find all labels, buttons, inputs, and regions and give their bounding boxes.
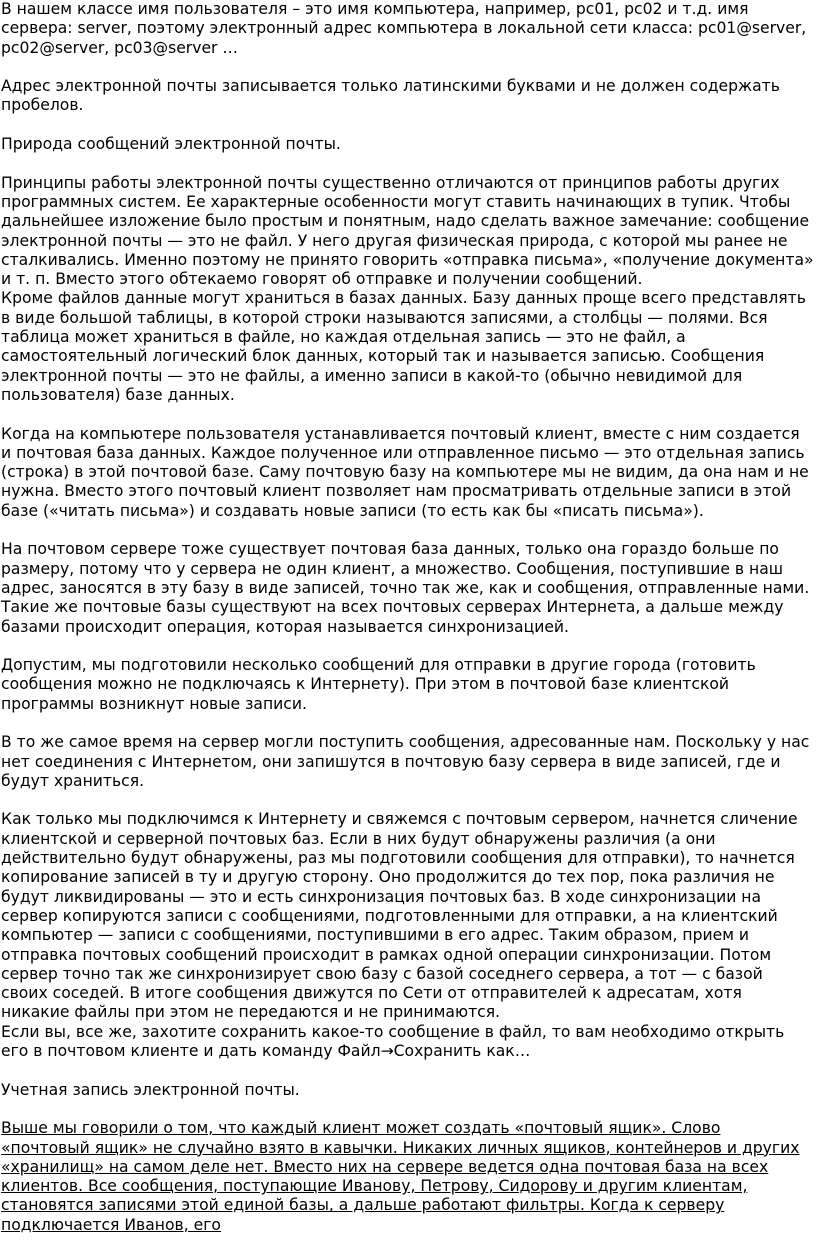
paragraph-mail-client: Когда на компьютере пользователя устанавливается почтовый клиент, вместе с ним создается и почтовая база данных. Каждое полученное или отправленное письмо — это отдельная запись (строка) в этой почтовой базе. Саму почтовую базу на компьютере мы не видим, да она нам и не нужна. Вместо этого почтовый клиент позволяет нам просматривать отдельные записи в этой базе («читать письма») и создавать новые записи (то есть как бы «писать письма»). — [1, 424, 809, 520]
paragraph-prepare-messages: Допустим, мы подготовили несколько сообщений для отправки в другие города (готовить сообщения можно не подключаясь к Интернету). При этом в почтовой базе клиентской программы возникнут новые записи. — [1, 656, 756, 713]
paragraph-save-as: Если вы, все же, захотите сохранить какое-то сообщение в файл, то вам необходимо открыть его в почтовом клиенте и дать команду Файл→Сохранить как… — [1, 1022, 785, 1061]
paragraph-mailbox-link[interactable]: Выше мы говорили о том, что каждый клиент может создать «почтовый ящик». Слово «почтовый ящик» не случайно взято в кавычки. Никаких личных ящиков, контейнеров и других «хранилищ» на самом деле нет. Вместо них на сервере ведется одна почтовая база на всех клиентов. Все сообщения, поступающие Иванову, Петрову, Сидорову и другим клиентам, становятся записями этой единой базы, а дальше работают фильтры. Когда к серверу подключается Иванов, его — [1, 1119, 800, 1234]
paragraph-databases: Кроме файлов данные могут храниться в базах данных. Базу данных проще всего представлять в виде большой таблицы, в которой строки называются записями, а столбцы — полями. Вся таблица может храниться в файле, но каждая отдельная запись — это не файл, а самостоятельный логический блок данных, который так и называется записью. Сообщения электронной почты — это не файлы, а именно записи в какой-то (обычно невидимой для пользователя) базе данных. — [1, 289, 806, 404]
heading-message-nature: Природа сообщений электронной почты. — [1, 135, 341, 154]
paragraph-incoming-messages: В то же самое время на сервер могли поступить сообщения, адресованные нам. Поскольку у нас нет соединения с Интернетом, они запишутся в почтовую базу сервера в виде записей, где и будут храниться. — [1, 733, 810, 790]
spacer — [1, 791, 814, 810]
spacer — [1, 637, 814, 656]
heading-email-account: Учетная запись электронной почты. — [1, 1080, 300, 1099]
paragraph-usernames: В нашем классе имя пользователя – это имя компьютера, например, pc01, pc02 и т.д. имя сервера: server, поэтому электронный адрес компьютера в локальной сети класса: pc01@server, pc02@server, pc03@server … — [1, 0, 807, 57]
spacer — [1, 154, 814, 173]
paragraph-synchronization: Как только мы подключимся к Интернету и свяжемся с почтовым сервером, начнется сличение клиентской и серверной почтовых баз. Если в них будут обнаружены различия (а они действительно будут обнаружены, раз мы подготовили сообщения для отправки), то начнется копирование записей в ту и другую сторону. Оно продолжится до тех пор, пока различия не будут ликвидированы — это и есть синхронизация почтовых баз. В ходе синхронизации на сервер копируются записи с сообщениями, подготовленными для отправки, а на клиентский компьютер — записи с сообщениями, поступившими в его адрес. Таким образом, прием и отправка почтовых сообщений происходит в рамках одной операции синхронизации. Потом сервер точно так же синхронизирует свою базу с базой соседнего сервера, а тот — с базой своих соседей. В итоге сообщения движутся по Сети от отправителей к адресатам, хотя никакие файлы при этом не передаются и не принимаются. — [1, 810, 798, 1022]
spacer — [1, 1100, 814, 1119]
spacer — [1, 116, 814, 135]
spacer — [1, 521, 814, 540]
paragraph-email-latin: Адрес электронной почты записывается только латинскими буквами и не должен содержать пробелов. — [1, 77, 780, 115]
spacer — [1, 405, 814, 424]
paragraph-principles: Принципы работы электронной почты существенно отличаются от принципов работы других программных систем. Ее характерные особенности могут ставить начинающих в тупик. Чтобы дальнейшее изложение было простым и понятным, надо сделать важное замечание: сообщение электронной почты — это не файл. У него другая физическая природа, с которой мы ранее не сталкивались. Именно поэтому не принято говорить «отправка письма», «получение документа» и т. п. Вместо этого обтекаемо говорят об отправке и получении сообщений. — [1, 173, 814, 289]
spacer — [1, 714, 814, 733]
paragraph-mail-server: На почтовом сервере тоже существует почтовая база данных, только она гораздо больше по размеру, потому что у сервера не один клиент, а множество. Сообщения, поступившие в наш адрес, заносятся в эту базу в виде записей, точно так же, как и сообщения, отправленные нами. Такие же почтовые базы существуют на всех почтовых серверах Интернета, а дальше между базами происходит операция, которая называется синхронизацией. — [1, 540, 810, 636]
spacer — [1, 1061, 814, 1080]
spacer — [1, 58, 814, 77]
